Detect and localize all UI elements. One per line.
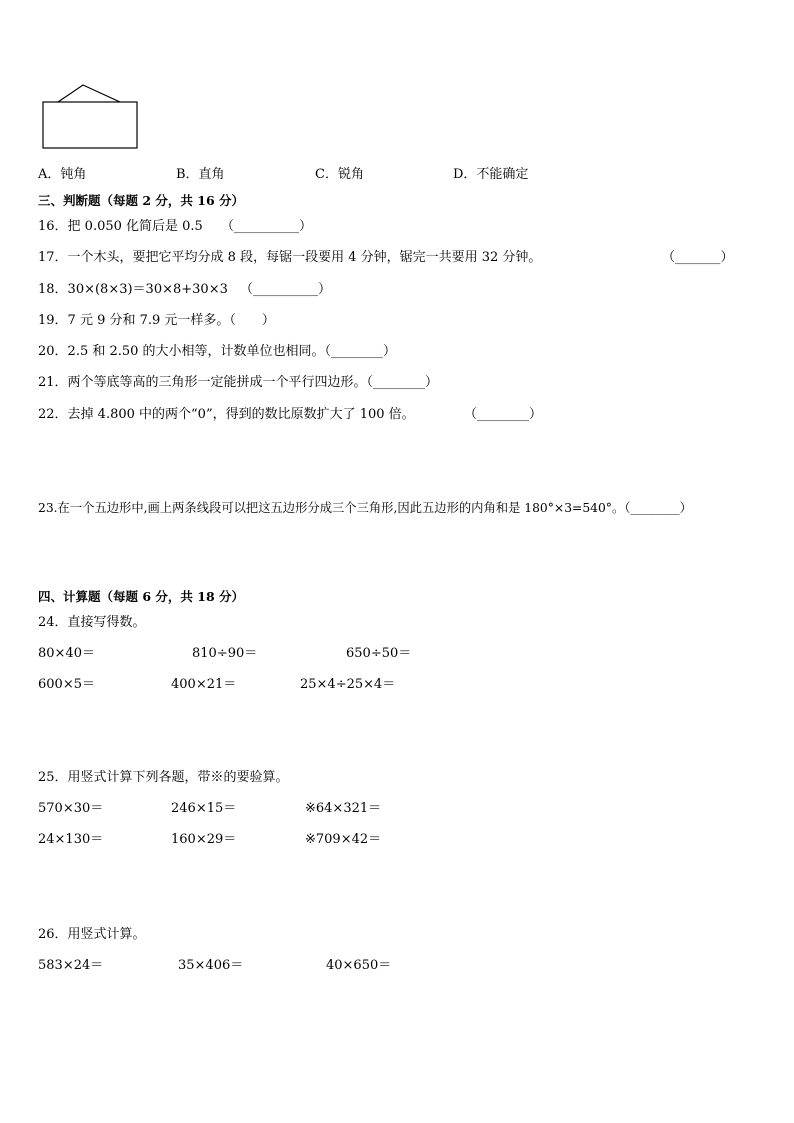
q18-text: 18．30×(8×3)＝30×8+30×3 [38, 282, 228, 297]
q16-text: 16．把 0.050 化简后是 0.5 [38, 219, 203, 234]
q25-r1c1: 570×30＝ [38, 801, 104, 816]
q24-r1c2: 810÷90＝ [192, 646, 258, 661]
option-c: C．锐角 [315, 167, 364, 182]
q22-text: 22．去掉 4.800 中的两个“0”，得到的数比原数扩大了 100 倍。 [38, 407, 415, 422]
q25-r1c2: 246×15＝ [171, 801, 237, 816]
q26-title: 26．用竖式计算。 [38, 927, 146, 942]
figure-rectangle [43, 102, 137, 148]
q22-blank[interactable]: （________） [464, 407, 543, 422]
q26-r1c3: 40×650＝ [326, 958, 392, 973]
q22 [38, 407, 415, 423]
q24-r2c2: 400×21＝ [171, 677, 237, 692]
q17 [38, 250, 541, 266]
q24-r2c3: 25×4÷25×4＝ [300, 677, 396, 692]
q25-r2c2: 160×29＝ [171, 832, 237, 847]
q17-blank[interactable]: （_______） [662, 250, 734, 265]
q24-r2c1: 600×5＝ [38, 677, 95, 692]
q16 [38, 219, 312, 235]
q21: 21．两个等底等高的三角形一定能拼成一个平行四边形。（________） [38, 375, 439, 390]
option-d: D．不能确定 [453, 167, 529, 182]
section3-heading: 三、判断题（每题 2 分，共 16 分） [38, 193, 245, 208]
q16-blank[interactable]: （__________） [220, 219, 312, 234]
q20: 20．2.5 和 2.50 的大小相等，计数单位也相同。（________） [38, 344, 397, 359]
section4-heading: 四、计算题（每题 6 分，共 18 分） [38, 589, 245, 604]
q24-r1c3: 650÷50＝ [346, 646, 412, 661]
q23: 23.在一个五边形中,画上两条线段可以把这五边形分成三个三角形,因此五边形的内角和是 180°×3=540°。（________） [38, 501, 692, 515]
q24-r1c1: 80×40＝ [38, 646, 95, 661]
q18-blank[interactable]: （__________） [240, 282, 332, 297]
rectangle-with-corner-triangle-figure [40, 82, 140, 152]
q25-r2c3: ※709×42＝ [305, 832, 382, 847]
q24-title: 24．直接写得数。 [38, 615, 146, 630]
figure-triangle [58, 85, 120, 102]
q17-text: 17．一个木头，要把它平均分成 8 段，每锯一段要用 4 分钟，锯完一共要用 32 分钟。 [38, 250, 542, 265]
q19: 19．7 元 9 分和 7.9 元一样多。（ ） [38, 313, 275, 328]
q26-r1c2: 35×406＝ [178, 958, 244, 973]
q25-r1c3: ※64×321＝ [305, 801, 382, 816]
q26-r1c1: 583×24＝ [38, 958, 104, 973]
q25-r2c1: 24×130＝ [38, 832, 104, 847]
q25-title: 25．用竖式计算下列各题，带※的要验算。 [38, 770, 289, 785]
q18 [38, 282, 331, 298]
option-a: A．钝角 [38, 167, 87, 182]
option-b: B．直角 [176, 167, 225, 182]
